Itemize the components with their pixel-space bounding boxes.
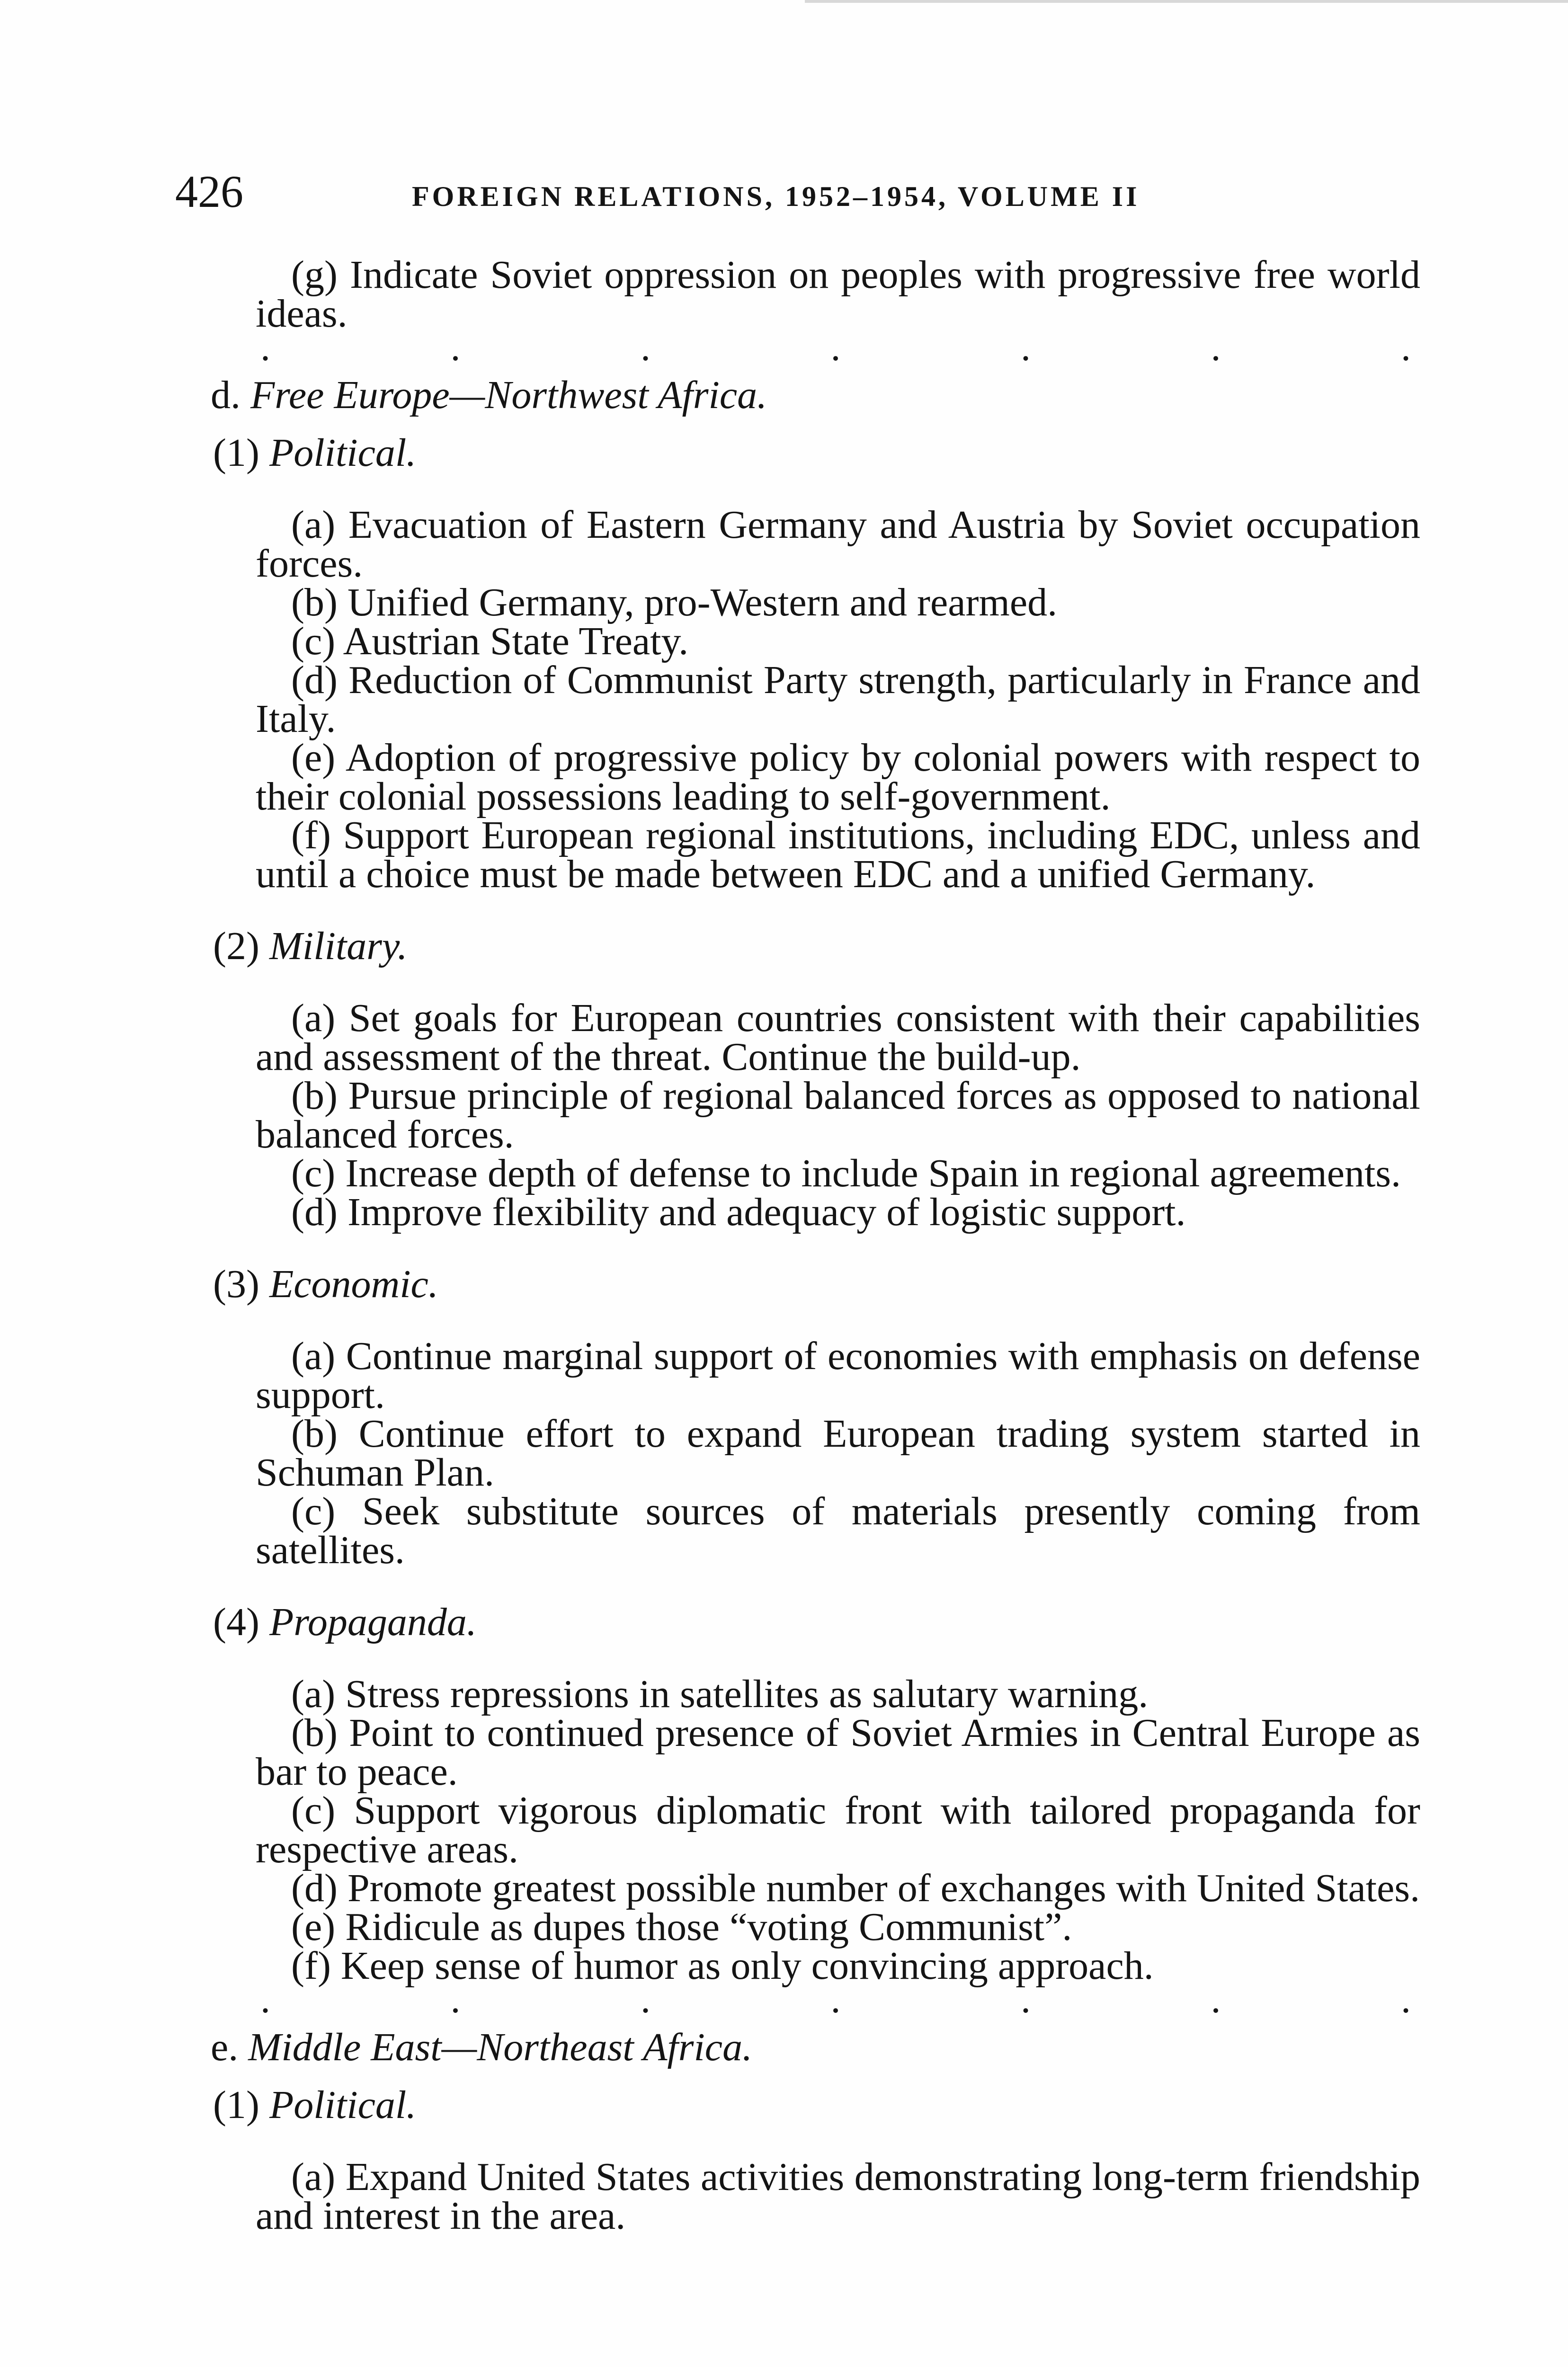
ellipsis-dot: .: [1401, 1977, 1411, 2021]
section-title: Middle East—Northeast Africa.: [248, 2025, 753, 2069]
ellipsis-dot: .: [450, 1977, 461, 2021]
list-item: (d) Reduction of Communist Party strength, particularly in France and Italy.: [256, 658, 1420, 741]
subsection-title: Economic.: [269, 1262, 438, 1306]
list-item: (b) Unified Germany, pro-Western and rearmed.: [291, 580, 1058, 624]
subsection-number: (4): [213, 1600, 259, 1644]
subsection-heading-military: [213, 924, 1420, 968]
page-body: [211, 253, 1420, 2238]
ellipsis-divider: [256, 1977, 1420, 2028]
section-letter: e.: [211, 2025, 239, 2069]
section-e-heading: [211, 2025, 1420, 2069]
ellipsis-dot: .: [641, 1977, 650, 2021]
list-item: (f) Support European regional institutions, including EDC, unless and until a choice must be made between EDC and a unified Germany.: [256, 813, 1420, 896]
section-d-heading: [211, 373, 1420, 417]
ellipsis-dot: .: [260, 325, 270, 369]
subsection-heading-economic: [213, 1262, 1420, 1306]
section-letter: d.: [211, 373, 241, 417]
ellipsis-dot: .: [1021, 325, 1031, 369]
subsection-number: (2): [213, 924, 259, 968]
subsection-heading-political: [213, 431, 1420, 475]
subsection-heading-propaganda: [213, 1600, 1420, 1644]
list-item: (b) Continue effort to expand European trading system started in Schuman Plan.: [256, 1412, 1420, 1495]
list-item: (a) Continue marginal support of economies with emphasis on defense support.: [256, 1334, 1420, 1417]
intro-item-g: (g) Indicate Soviet oppression on peoples with progressive free world ideas.: [256, 253, 1420, 336]
list-item: (a) Evacuation of Eastern Germany and Austria by Soviet occupation forces.: [256, 503, 1420, 586]
subsection-number: (1): [213, 2083, 259, 2127]
subsection-title: Political.: [269, 2083, 417, 2127]
subsection-number: (1): [213, 431, 259, 475]
subsection-number: (3): [213, 1262, 259, 1306]
ellipsis-dot: .: [830, 1977, 841, 2021]
list-item: (e) Ridicule as dupes those “voting Communist”.: [291, 1905, 1072, 1949]
ellipsis-dot: .: [1211, 325, 1221, 369]
scan-edge-rule: [805, 0, 1568, 3]
page-number: 426: [175, 166, 243, 217]
ellipsis-dot: .: [641, 325, 650, 369]
ellipsis-dot: .: [830, 325, 841, 369]
list-item: (d) Promote greatest possible number of exchanges with United States.: [291, 1866, 1420, 1910]
page-header: [175, 163, 1425, 220]
list-item: (b) Point to continued presence of Soviet Armies in Central Europe as bar to peace.: [256, 1711, 1420, 1794]
subsection-heading-political-e: [213, 2083, 1420, 2127]
list-item: (a) Expand United States activities demonstrating long-term friendship and interest in the area.: [256, 2155, 1420, 2238]
subsection-title: Propaganda.: [269, 1600, 477, 1644]
list-item: (c) Seek substitute sources of materials presently coming from satellites.: [256, 1489, 1420, 1572]
section-title: Free Europe—Northwest Africa.: [250, 373, 767, 417]
subsection-title: Political.: [269, 431, 417, 475]
subsection-title: Military.: [269, 924, 408, 968]
ellipsis-dot: .: [1211, 1977, 1221, 2021]
list-item: (f) Keep sense of humor as only convincing approach.: [291, 1944, 1154, 1988]
list-item: (b) Pursue principle of regional balanced forces as opposed to national balanced forces.: [256, 1074, 1420, 1157]
ellipsis-divider: [256, 325, 1420, 376]
list-item: (a) Stress repressions in satellites as salutary warning.: [291, 1672, 1149, 1716]
list-item: (c) Austrian State Treaty.: [291, 619, 689, 663]
ellipsis-dot: .: [260, 1977, 270, 2021]
list-item: (c) Increase depth of defense to include Spain in regional agreements.: [291, 1151, 1401, 1195]
list-item: (c) Support vigorous diplomatic front with tailored propaganda for respective areas.: [256, 1789, 1420, 1871]
list-item: (d) Improve flexibility and adequacy of logistic support.: [291, 1190, 1186, 1234]
ellipsis-dot: .: [1401, 325, 1411, 369]
list-item: (a) Set goals for European countries consistent with their capabilities and assessment of the threat. Continue the build-up.: [256, 996, 1420, 1079]
ellipsis-dot: .: [450, 325, 461, 369]
list-item: (e) Adoption of progressive policy by colonial powers with respect to their colonial possessions leading to self-government.: [256, 736, 1420, 819]
ellipsis-dot: .: [1021, 1977, 1031, 2021]
running-head: FOREIGN RELATIONS, 1952–1954, VOLUME II: [412, 181, 1140, 212]
